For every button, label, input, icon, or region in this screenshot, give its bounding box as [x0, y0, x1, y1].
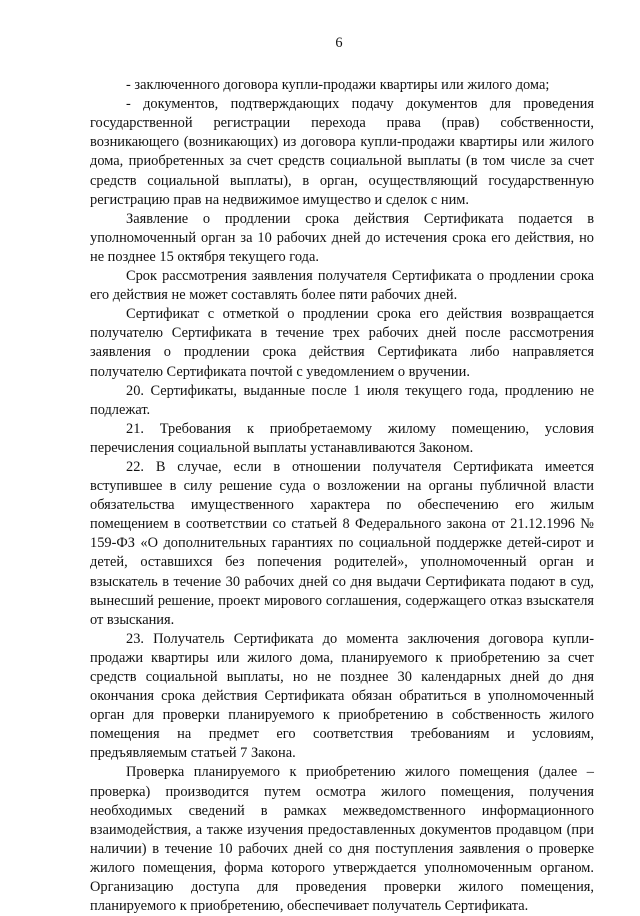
paragraph-clause-22: 22. В случае, если в отношении получателя Сертификата имеется вступившее в силу решение суда о возложении на органы публичной власти обязательства имущественного характера по обеспечению его жилым помещением в соответствии со статьей 8 Федерального закона от 21.12.1996 № 159-ФЗ «О дополнительных гарантиях по социальной поддержке детей-сирот и детей, оставшихся без попечения родителей», уполномоченный орган и взыскатель в течение 30 рабочих дней со дня выдачи Сертификата подают в суд, вынесший решение, проект мирового соглашения, содержащего отказ взыскателя от взыскания. — [90, 458, 594, 628]
paragraph-clause-21: 21. Требования к приобретаемому жилому помещению, условия перечисления социальной выплаты устанавливаются Законом. — [90, 420, 594, 456]
paragraph-list-item-contract: - заключенного договора купли-продажи квартиры или жилого дома; — [126, 77, 550, 94]
paragraph-clause-23: 23. Получатель Сертификата до момента заключения договора купли-продажи квартиры или жилого дома, планируемого к приобретению за счет средств социальной выплаты, но не позднее 30 календарных дней до дня окончания срока действия Сертификата обязан обратиться в уполномоченный орган для проверки планируемого к приобретению в собственность жилого помещения на предмет его соответствия требованиям и условиям, предъявляемым статьей 7 Закона. — [90, 630, 594, 762]
paragraph-certificate-return: Сертификат с отметкой о продлении срока его действия возвращается получателю Сертификата в течение трех рабочих дней после рассмотрения заявления о продлении срока действия Сертификата либо направляется получателю Сертификата почтой с уведомлением о вручении. — [90, 306, 594, 380]
paragraph-clause-20: 20. Сертификаты, выданные после 1 июля текущего года, продлению не подлежат. — [90, 382, 594, 418]
paragraph-extension-application: Заявление о продлении срока действия Сертификата подается в уполномоченный орган за 10 рабочих дней до истечения срока его действия, но не позднее 15 октября текущего года. — [90, 210, 594, 265]
paragraph-review-term: Срок рассмотрения заявления получателя Сертификата о продлении срока его действия не может составлять более пяти рабочих дней. — [90, 268, 594, 304]
page-number: 6 — [335, 35, 343, 51]
paragraph-inspection: Проверка планируемого к приобретению жилого помещения (далее – проверка) производится путем осмотра жилого помещения, получения необходимых сведений в рамках межведомственного информационного взаимодействия, а также изучения предоставленных документов продавцом (при наличии) в течение 10 рабочих дней со дня поступления заявления о проверке жилого помещения, форма которого утверждается уполномоченным органом. Организацию доступа для проведения проверки жилого помещения, планируемого к приобретению, обеспечивает получатель Сертификата. — [90, 764, 594, 915]
paragraph-list-item-registration-documents: - документов, подтверждающих подачу документов для проведения государственной регистрации перехода права (прав) собственности, возникающего (возникающих) из договора купли-продажи квартиры или жилого дома, приобретенных за счет средств социальной выплаты (в том числе за счет средств социальной выплаты), в орган, осуществляющий государственную регистрацию прав на недвижимое имущество и сделок с ним. — [90, 96, 594, 208]
